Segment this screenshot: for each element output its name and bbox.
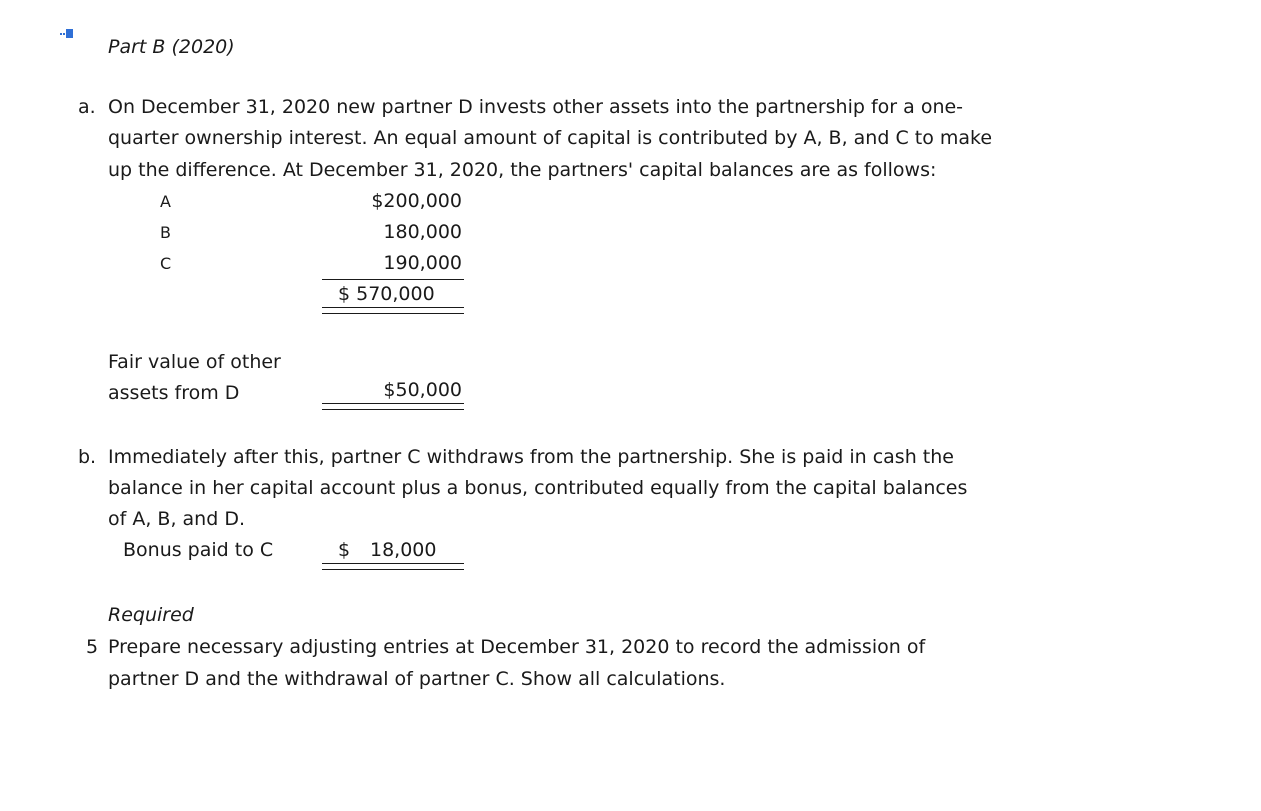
part-b-line-3: of A, B, and D. [108,508,245,530]
balance-amount-a: $200,000 [371,190,462,212]
part-a-line-3: up the difference. At December 31, 2020, the partners' capital balances are as follows: [108,159,937,181]
balance-total: $ 570,000 [338,283,435,305]
anchor-marker-icon [60,28,74,40]
bonus-amount: 18,000 [370,539,437,561]
page-title: Part B (2020) [108,36,235,58]
fair-value-double-rule [322,403,464,410]
balance-partner-b: B [160,223,171,242]
balance-partner-c: C [160,254,172,273]
required-number: 5 [86,636,99,658]
subtotal-rule [322,279,464,280]
part-b-label: b. [78,446,97,468]
balance-amount-b: 180,000 [383,221,462,243]
required-heading: Required [108,604,194,626]
required-line-2: partner D and the withdrawal of partner C. Show all calculations. [108,668,726,690]
balance-partner-a: A [160,192,171,211]
part-b-line-1: Immediately after this, partner C withdraws from the partnership. She is paid in cash the [108,446,954,468]
bonus-currency: $ [338,539,351,561]
fair-value-label-1: Fair value of other [108,351,281,373]
total-double-rule [322,307,464,314]
fair-value-label-2: assets from D [108,382,240,404]
part-b-line-2: balance in her capital account plus a bonus, contributed equally from the capital balances [108,477,968,499]
part-a-line-2: quarter ownership interest. An equal amount of capital is contributed by A, B, and C to make [108,127,993,149]
balance-amount-c: 190,000 [383,252,462,274]
part-a-line-1: On December 31, 2020 new partner D invests other assets into the partnership for a one- [108,96,964,118]
bonus-label: Bonus paid to C [123,539,274,561]
required-line-1: Prepare necessary adjusting entries at December 31, 2020 to record the admission of [108,636,926,658]
fair-value-amount: $50,000 [383,379,462,401]
part-a-label: a. [78,96,96,118]
bonus-double-rule [322,563,464,570]
